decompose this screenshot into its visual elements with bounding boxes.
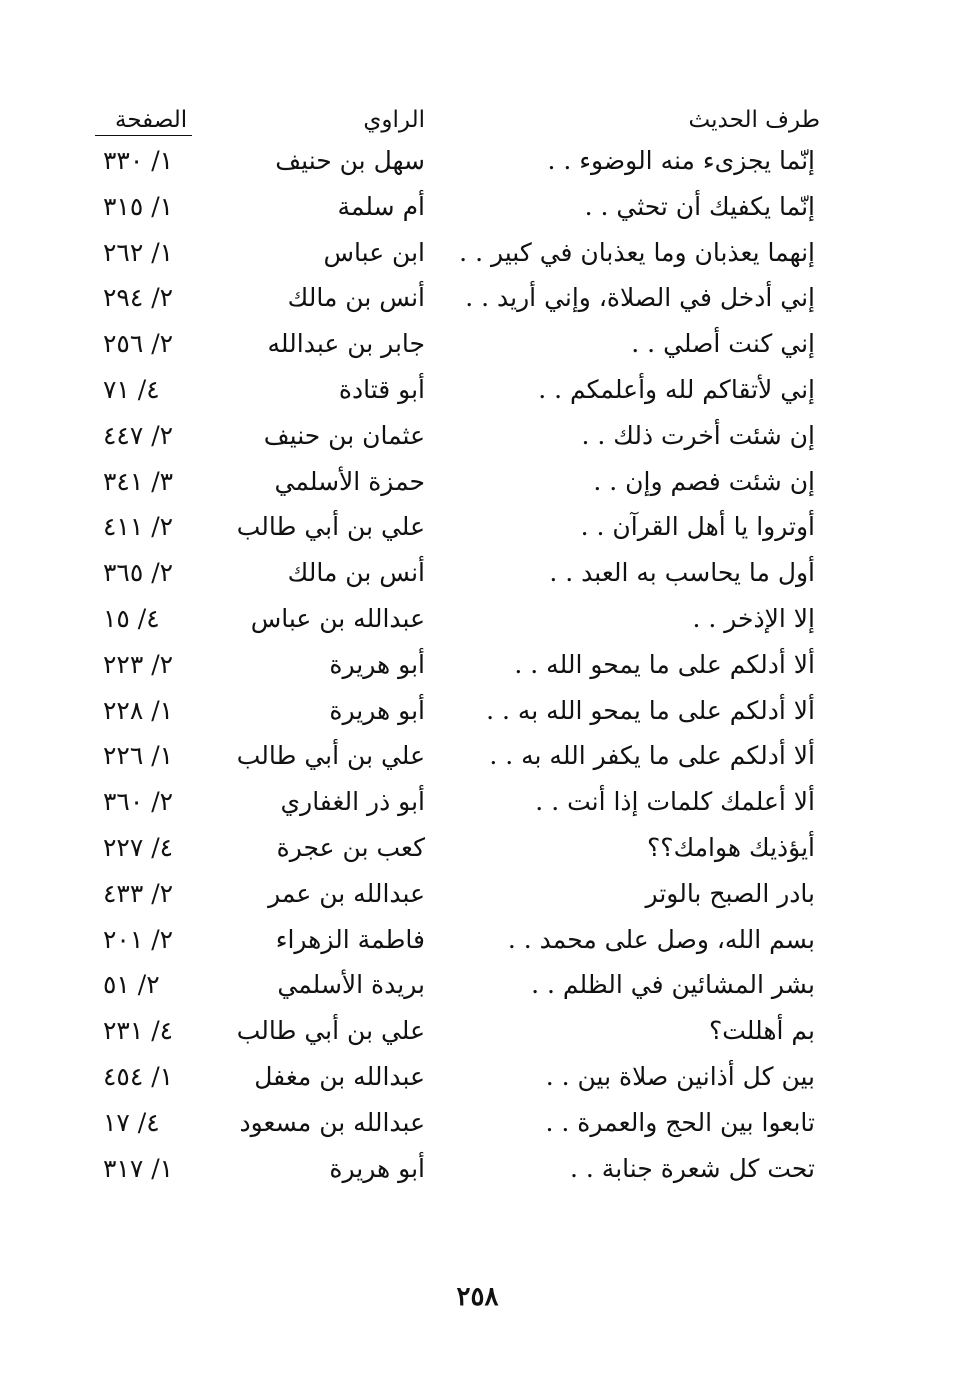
narrator-name: حمزة الأسلمي	[274, 466, 425, 496]
narrator-name: عبدالله بن عمر	[268, 878, 425, 908]
narrator-name: عبدالله بن مغفل	[254, 1061, 425, 1091]
hadith-text: تابعوا بين الحج والعمرة . .	[545, 1107, 815, 1137]
header-page: الصفحة	[115, 107, 188, 133]
narrator-name: علي بن أبي طالب	[236, 741, 425, 771]
narrator-name: أبو هريرة	[329, 1153, 425, 1183]
page-reference: ٤/ ٧١	[103, 374, 160, 404]
table-row	[95, 275, 820, 321]
table-row	[95, 459, 820, 505]
narrator-name: عبدالله بن عباس	[250, 603, 425, 633]
page-reference: ٢/ ٤٤٧	[103, 420, 174, 450]
table-row	[95, 1100, 820, 1146]
table-row	[95, 138, 820, 184]
page-reference: ١/ ٣١٧	[103, 1153, 174, 1183]
table-row	[95, 550, 820, 596]
table-row	[95, 184, 820, 230]
hadith-text: أوتروا يا أهل القرآن . .	[580, 512, 815, 542]
hadith-text: إني لأتقاكم لله وأعلمكم . .	[538, 374, 815, 404]
table-row	[95, 596, 820, 642]
table-row	[95, 1146, 820, 1192]
narrator-name: جابر بن عبدالله	[267, 329, 425, 359]
hadith-text: إن شئت فصم وإن . .	[593, 466, 815, 496]
page-reference: ٢/ ٢٥٦	[103, 329, 174, 359]
narrator-name: أبو هريرة	[329, 649, 425, 679]
narrator-name: كعب بن عجرة	[276, 832, 425, 862]
narrator-name: عبدالله بن مسعود	[239, 1107, 425, 1137]
page-reference: ١/ ٢٢٦	[103, 741, 174, 771]
hadith-text: إلا الإذخر . .	[692, 603, 815, 633]
narrator-name: أبو ذر الغفاري	[280, 787, 425, 817]
page-reference: ٣/ ٣٤١	[103, 466, 174, 496]
page-reference: ٢/ ٢٩٤	[103, 283, 174, 313]
page-reference: ٤/ ٢٣١	[103, 1016, 174, 1046]
narrator-name: أم سلمة	[337, 191, 425, 221]
page-reference: ٢/ ٥١	[103, 970, 160, 1000]
hadith-text: أيؤذيك هوامك؟؟	[647, 832, 815, 862]
table-row	[95, 962, 820, 1008]
page-reference: ٤/ ١٥	[103, 603, 160, 633]
narrator-name: بريدة الأسلمي	[277, 970, 425, 1000]
table-header	[95, 100, 820, 138]
narrator-name: سهل بن حنيف	[275, 146, 425, 175]
page-reference: ٤/ ١٧	[103, 1107, 160, 1137]
hadith-text: بين كل أذانين صلاة بين . .	[545, 1061, 815, 1091]
narrator-name: أنس بن مالك	[287, 558, 425, 588]
hadith-text: بشر المشائين في الظلم . .	[531, 970, 815, 1000]
page-reference: ٢/ ٢٠١	[103, 924, 174, 954]
hadith-text: بادر الصبح بالوتر	[645, 878, 815, 908]
table-row	[95, 321, 820, 367]
page-reference: ٢/ ٤١١	[103, 512, 174, 542]
table-row	[95, 413, 820, 459]
table-row	[95, 230, 820, 276]
page-reference: ٢/ ٣٦٥	[103, 558, 174, 588]
table-row	[95, 688, 820, 734]
narrator-name: ابن عباس	[323, 237, 425, 267]
hadith-text: ألا أدلكم على ما يمحو الله . .	[514, 649, 815, 679]
hadith-text: بم أهللت؟	[708, 1016, 815, 1046]
narrator-name: أنس بن مالك	[287, 283, 425, 313]
page-reference: ٢/ ٢٢٣	[103, 649, 174, 679]
table-row	[95, 917, 820, 963]
narrator-name: عثمان بن حنيف	[263, 420, 425, 450]
hadith-text: إن شئت أخرت ذلك . .	[581, 420, 815, 450]
page-reference: ٢/ ٣٦٠	[103, 787, 174, 817]
table-row	[95, 871, 820, 917]
page-reference: ١/ ٤٥٤	[103, 1061, 174, 1091]
table-row	[95, 367, 820, 413]
hadith-text: إني كنت أصلي . .	[631, 329, 815, 359]
page-reference: ٤/ ٢٢٧	[103, 832, 174, 862]
table-body	[95, 138, 820, 1191]
narrator-name: أبو هريرة	[329, 695, 425, 725]
hadith-text: ألا أدلكم على ما يمحو الله به . .	[486, 695, 815, 725]
page-reference: ١/ ٣١٥	[103, 191, 174, 221]
hadith-text: ألا أدلكم على ما يكفر الله به . .	[489, 741, 815, 771]
narrator-name: فاطمة الزهراء	[275, 924, 425, 954]
hadith-text: إنّما يجزىء منه الوضوء . .	[547, 146, 815, 175]
hadith-text: إني أدخل في الصلاة، وإني أريد . .	[465, 283, 815, 313]
hadith-text: ألا أعلمك كلمات إذا أنت . .	[535, 787, 815, 817]
page-reference: ١/ ٢٢٨	[103, 695, 174, 725]
page-reference: ٢/ ٤٣٣	[103, 878, 174, 908]
narrator-name: علي بن أبي طالب	[236, 512, 425, 542]
page-reference: ١/ ٢٦٢	[103, 237, 174, 267]
hadith-text: إنهما يعذبان وما يعذبان في كبير . .	[459, 237, 815, 267]
hadith-index-table	[95, 100, 820, 1191]
table-row	[95, 1008, 820, 1054]
table-row	[95, 1054, 820, 1100]
narrator-name: أبو قتادة	[338, 374, 425, 404]
hadith-text: أول ما يحاسب به العبد . .	[549, 558, 815, 588]
table-row	[95, 733, 820, 779]
hadith-text: إنّما يكفيك أن تحثي . .	[584, 191, 815, 221]
table-row	[95, 642, 820, 688]
page-number: ٢٥٨	[456, 1282, 499, 1312]
table-row	[95, 825, 820, 871]
narrator-name: علي بن أبي طالب	[236, 1016, 425, 1046]
hadith-text: بسم الله، وصل على محمد . .	[507, 924, 815, 954]
page-reference: ١/ ٣٣٠	[103, 146, 174, 175]
table-row	[95, 504, 820, 550]
header-hadith: طرف الحديث	[688, 107, 820, 133]
hadith-text: تحت كل شعرة جنابة . .	[570, 1153, 815, 1183]
header-rawi: الراوي	[363, 107, 425, 133]
table-row	[95, 779, 820, 825]
